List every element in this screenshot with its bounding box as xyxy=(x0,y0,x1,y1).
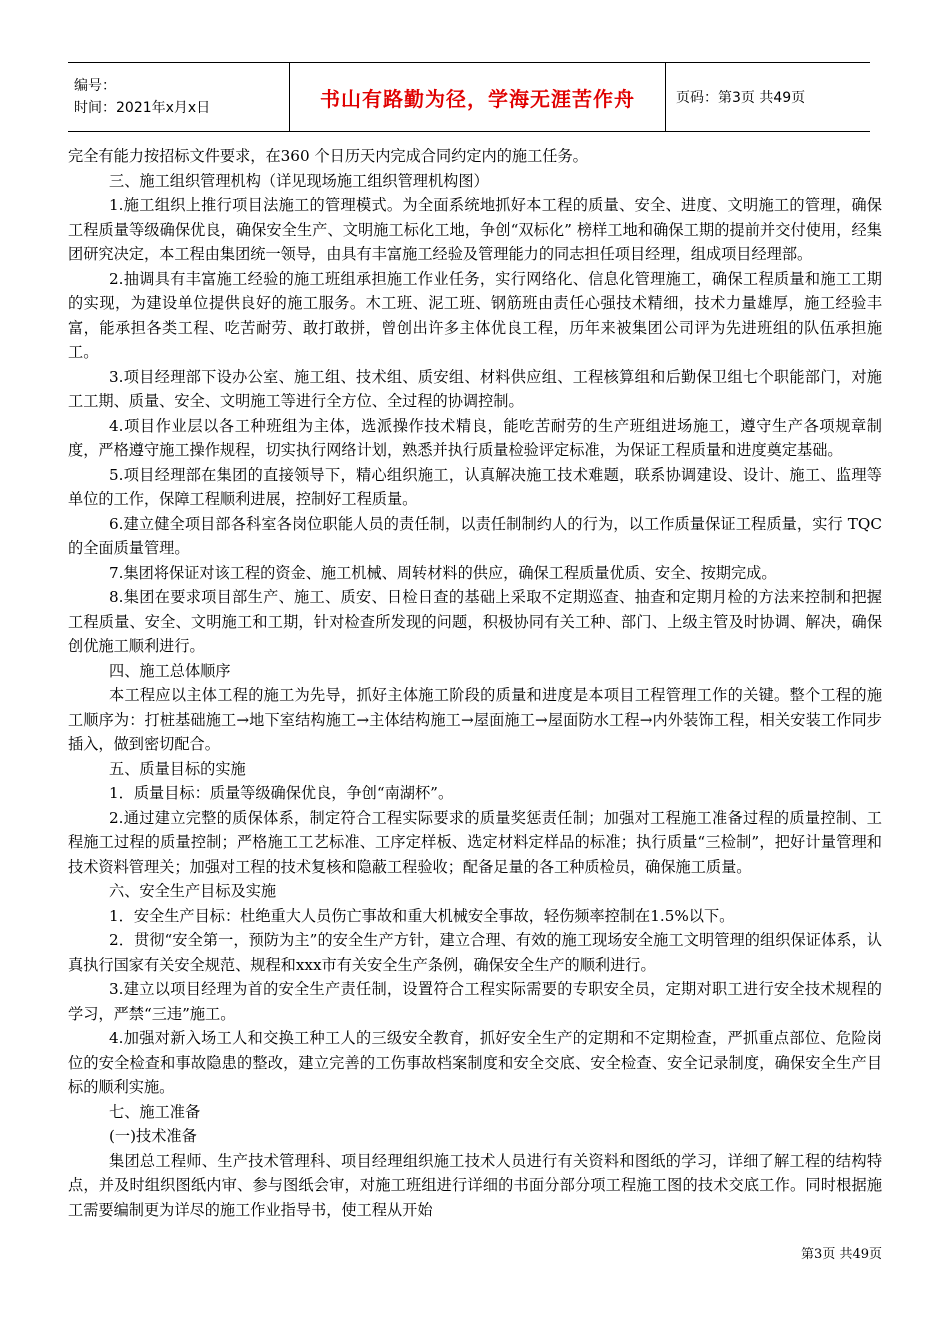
paragraph: 4.项目作业层以各工种班组为主体，选派操作技术精良，能吃苦耐劳的生产班组进场施工，遵守生产各项规章制度，严格遵守施工操作规程，切实执行网络计划，熟悉并执行质量检验评定标准，为保证工程质量和进度奠定基础。 xyxy=(68,416,882,459)
motto-text: 书山有路勤为径，学海无涯苦作舟 xyxy=(320,86,635,111)
paragraph: 4.加强对新入场工人和交换工种工人的三级安全教育，抓好安全生产的定期和不定期检查，严抓重点部位、危险岗位的安全检查和事故隐患的整改，建立完善的工伤事故档案制度和安全交底、安全检查、安全记录制度，确保安全生产目标的顺利实施。 xyxy=(68,1029,882,1096)
paragraph: 3.建立以项目经理为首的安全生产责任制，设置符合工程实际需要的专职安全员，定期对职工进行安全技术规程的学习，严禁“三违”施工。 xyxy=(68,980,882,1023)
paragraph: 1.施工组织上推行项目法施工的管理模式。为全面系统地抓好本工程的质量、安全、进度、文明施工的管理，确保工程质量等级确保优良，确保安全生产、文明施工标化工地，争创“双标化” 榜样工地和确保工期的提前并交付使用，经集团研究决定，本工程由集团统一领导，由具有丰富施工经验及管理能力的同志担任项目经理，组成项目经理部。 xyxy=(68,196,882,263)
paragraph: 5.项目经理部在集团的直接领导下，精心组织施工，认真解决施工技术难题，联系协调建设、设计、施工、监理等单位的工作，保障工程顺利进展，控制好工程质量。 xyxy=(68,465,882,508)
paragraph: 1．质量目标：质量等级确保优良，争创“南湖杯”。 xyxy=(109,784,454,802)
page-footer: 第3页 共49页 xyxy=(801,1247,882,1262)
paragraph: 6.建立健全项目部各科室各岗位职能人员的责任制，以责任制制约人的行为，以工作质量保证工程质量，实行 TQC 的全面质量管理。 xyxy=(68,514,882,557)
subsection-heading: (一)技术准备 xyxy=(109,1127,197,1145)
section-heading: 五、质量目标的实施 xyxy=(109,759,246,778)
paragraph: 1．安全生产目标：杜绝重大人员伤亡事故和重大机械安全事故，轻伤频率控制在1.5%以下。 xyxy=(109,906,735,925)
date-line: 时间：2021年x月x日 xyxy=(74,100,211,116)
section-heading: 三、施工组织管理机构（详见现场施工组织管理机构图） xyxy=(109,171,489,190)
section-heading: 四、施工总体顺序 xyxy=(109,661,231,680)
header-page-cell xyxy=(666,63,870,131)
paragraph: 3.项目经理部下设办公室、施工组、技术组、质安组、材料供应组、工程核算组和后勤保卫组七个职能部门，对施工工期、质量、安全、文明施工等进行全方位、全过程的协调控制。 xyxy=(68,367,882,410)
paragraph: 本工程应以主体工程的施工为先导，抓好主体施工阶段的质量和进度是本项目工程管理工作的关键。整个工程的施工顺序为：打桩基础施工→地下室结构施工→主体结构施工→屋面施工→屋面防水工程→内外装饰工程，相关安装工作同步插入，做到密切配合。 xyxy=(68,686,882,753)
paragraph: 7.集团将保证对该工程的资金、施工机械、周转材料的供应，确保工程质量优质、安全、按期完成。 xyxy=(109,563,777,582)
page-header xyxy=(68,62,870,132)
paragraph: 集团总工程师、生产技术管理科、项目经理组织施工技术人员进行有关资料和图纸的学习，详细了解工程的结构特点，并及时组织图纸内审、参与图纸会审，对施工班组进行详细的书面分部分项工程施工图的技术交底工作。同时根据施工需要编制更为详尽的施工作业指导书，使工程从开始 xyxy=(68,1151,882,1219)
section-heading: 七、施工准备 xyxy=(109,1102,201,1121)
header-left-cell xyxy=(68,63,290,131)
paragraph: 2.抽调具有丰富施工经验的施工班组承担施工作业任务，实行网络化、信息化管理施工，确保工程质量和施工工期的实现，为建设单位提供良好的施工服务。木工班、泥工班、钢筋班由责任心强技术精细，技术力量雄厚，施工经验丰富，能承担各类工程、吃苦耐劳、敢打敢拼，曾创出许多主体优良工程，历年来被集团公司评为先进班组的队伍承担施工。 xyxy=(68,269,882,361)
header-motto-cell xyxy=(290,63,666,131)
section-heading: 六、安全生产目标及实施 xyxy=(109,882,277,900)
paragraph: 2．贯彻“安全第一，预防为主”的安全生产方针，建立合理、有效的施工现场安全施工文明管理的组织保证体系，认真执行国家有关安全规范、规程和xxx市有关安全生产条例，确保安全生产的顺利进行。 xyxy=(68,931,882,974)
paragraph: 2.通过建立完整的质保体系，制定符合工程实际要求的质量奖惩责任制；加强对工程施工准备过程的质量控制、工程施工过程的质量控制；严格施工工艺标准、工序定样板、选定材料定样品的标准；执行质量“三检制”，把好计量管理和技术资料管理关；加强对工程的技术复核和隐蔽工程验收；配备足量的各工种质检员，确保施工质量。 xyxy=(68,808,882,876)
document-body xyxy=(68,144,882,1222)
paragraph: 完全有能力按招标文件要求，在360 个日历天内完成合同约定内的施工任务。 xyxy=(68,147,588,165)
paragraph: 8.集团在要求项目部生产、施工、质安、日检日查的基础上采取不定期巡查、抽查和定期月检的方法来控制和把握工程质量、安全、文明施工和工期，针对检查所发现的问题，积极协同有关工种、部门、上级主管及时协调、解决，确保创优施工顺利进行。 xyxy=(68,588,882,655)
doc-number-label: 编号： xyxy=(74,78,116,94)
page-info: 页码：第3页 共49页 xyxy=(676,90,806,106)
